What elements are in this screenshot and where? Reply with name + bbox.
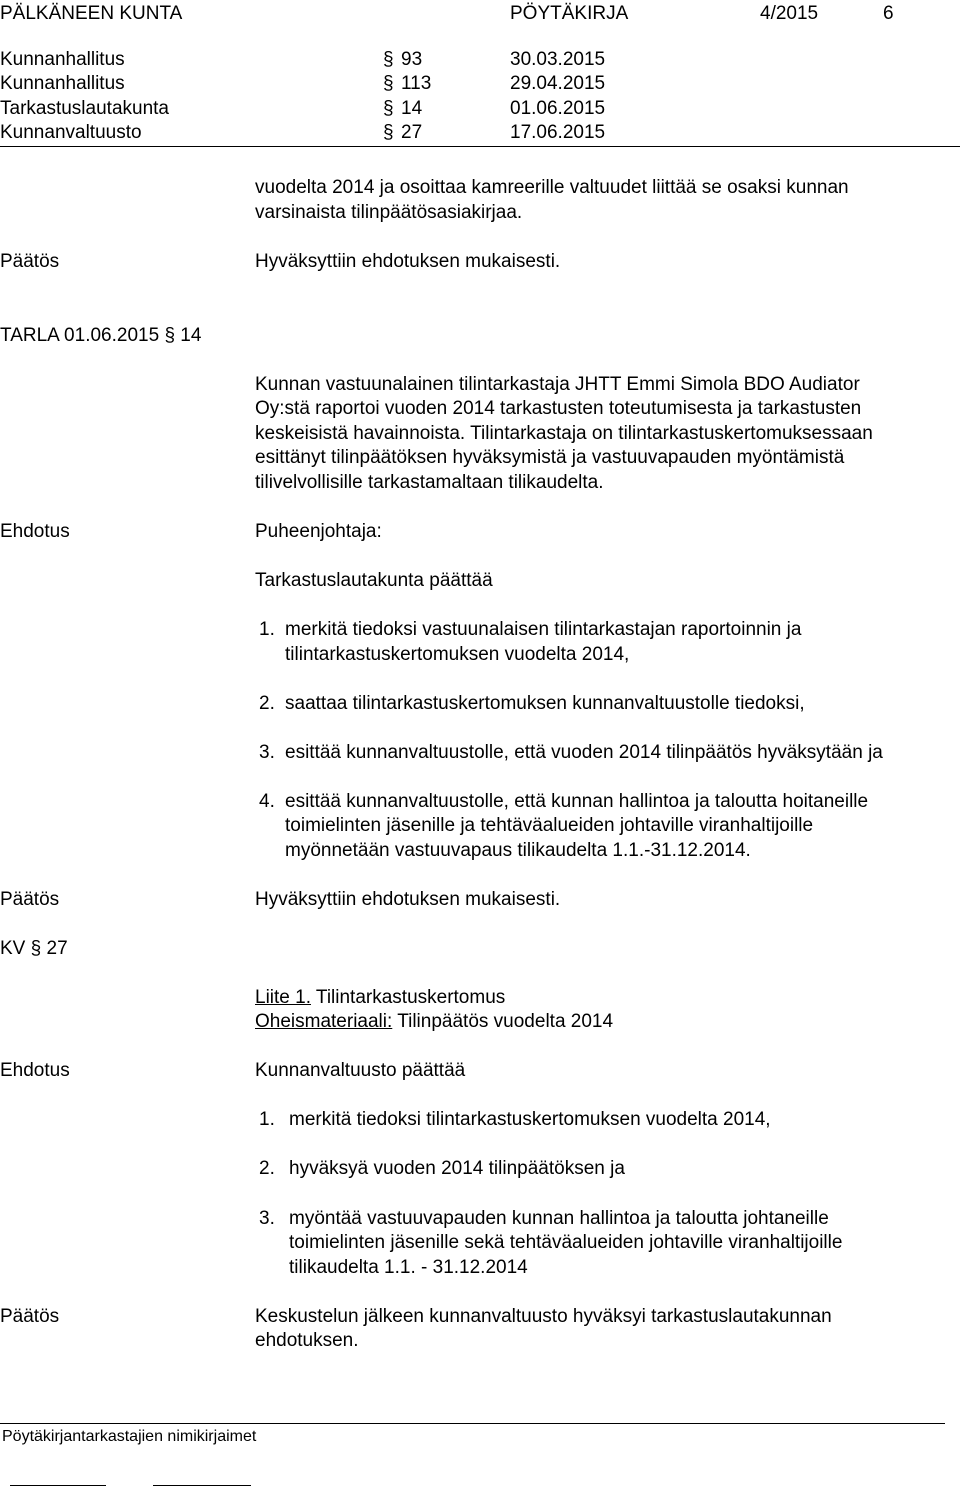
kv-resolves: Kunnanvaltuusto päättää (255, 1060, 466, 1081)
item-line: tilikaudelta 1.1. - 31.12.2014 (289, 1257, 528, 1278)
history-body: Kunnanhallitus (0, 73, 125, 94)
history-body: Kunnanvaltuusto (0, 122, 142, 143)
history-section: 27 (401, 122, 423, 143)
tarla-intro-line: keskeisistä havainnoista. Tilintarkastaja on tilintarkastuskertomuksessaan (255, 423, 873, 444)
signature-line (10, 1485, 106, 1486)
item-line: myönnetään vastuuvapaus tilikaudelta 1.1.-31.12.2014. (285, 840, 751, 861)
section-sign: § (383, 73, 394, 94)
tarla-resolves: Tarkastuslautakunta päättää (255, 570, 493, 591)
item-line: toimielinten jäsenille sekä tehtäväalueiden johtaville viranhaltijoille (289, 1232, 843, 1253)
signatures-label: Pöytäkirjantarkastajien nimikirjaimet (2, 1428, 257, 1445)
item-line: esittää kunnanvaltuustolle, että kunnan hallintoa ja taloutta hoitaneille (285, 791, 869, 812)
kh-decision-text: Hyväksyttiin ehdotuksen mukaisesti. (255, 251, 561, 272)
tarla-heading-number: 14 (180, 325, 202, 346)
document-type: PÖYTÄKIRJA (510, 3, 629, 24)
section-sign: § (383, 49, 394, 70)
item-line: saattaa tilintarkastuskertomuksen kunnanvaltuustolle tiedoksi, (285, 693, 805, 714)
tarla-intro-line: Kunnan vastuunalainen tilintarkastaja JHTT Emmi Simola BDO Audiator (255, 374, 860, 395)
municipality-name: PÄLKÄNEEN KUNTA (0, 3, 183, 24)
kv-decision-line: ehdotuksen. (255, 1330, 359, 1351)
item-number: 1. (259, 619, 275, 640)
history-body: Kunnanhallitus (0, 49, 125, 70)
item-line: tilintarkastuskertomuksen vuodelta 2014, (285, 644, 630, 665)
section-sign: § (164, 325, 176, 346)
kv-proposal-label: Ehdotus (0, 1060, 70, 1081)
tarla-intro-line: tilivelvollisille tarkastamaltaan tilikaudelta. (255, 472, 604, 493)
item-line: merkitä tiedoksi vastuunalaisen tilintarkastajan raportoinnin ja (285, 619, 802, 640)
history-date: 17.06.2015 (510, 122, 606, 143)
tarla-decision-label: Päätös (0, 889, 60, 910)
item-line: hyväksyä vuoden 2014 tilinpäätöksen ja (289, 1158, 625, 1179)
item-number: 3. (259, 1208, 275, 1229)
item-number: 1. (259, 1109, 275, 1130)
signature-line (153, 1485, 251, 1486)
kv-heading (0, 937, 68, 961)
page-number: 6 (883, 3, 894, 24)
kv-decision-line: Keskustelun jälkeen kunnanvaltuusto hyväksyi tarkastuslautakunnan (255, 1306, 832, 1327)
tarla-proposer: Puheenjohtaja: (255, 521, 382, 542)
history-section: 113 (401, 73, 432, 94)
section-sign: § (30, 938, 42, 959)
material-label: Oheismateriaali: (255, 1011, 393, 1032)
kh-continuation-line: varsinaista tilinpäätösasiakirjaa. (255, 202, 523, 223)
item-number: 2. (259, 1158, 275, 1179)
tarla-proposal-label: Ehdotus (0, 521, 70, 542)
item-number: 4. (259, 791, 275, 812)
history-date: 01.06.2015 (510, 98, 606, 119)
kv-heading-prefix: KV (0, 938, 26, 959)
item-line: myöntää vastuuvapauden kunnan hallintoa ja taloutta johtaneille (289, 1208, 829, 1229)
tarla-heading-prefix: TARLA 01.06.2015 (0, 325, 160, 346)
kh-decision-label: Päätös (0, 251, 60, 272)
tarla-heading (0, 324, 201, 348)
tarla-intro-line: Oy:stä raportoi vuoden 2014 tarkastusten toteutumisesta ja tarkastusten (255, 398, 862, 419)
section-sign: § (383, 122, 394, 143)
attachment-text: Tilintarkastuskertomus (310, 987, 506, 1008)
material-text: Tilinpäätös vuodelta 2014 (392, 1011, 614, 1032)
section-sign: § (383, 98, 394, 119)
history-body: Tarkastuslautakunta (0, 98, 169, 119)
history-section: 14 (401, 98, 423, 119)
document-number: 4/2015 (760, 3, 819, 24)
kv-attachment (255, 986, 505, 1010)
item-line: merkitä tiedoksi tilintarkastuskertomuksen vuodelta 2014, (289, 1109, 771, 1130)
item-line: toimielinten jäsenille ja tehtäväalueiden johtaville viranhaltijoille (285, 815, 814, 836)
footer-divider (0, 1423, 945, 1424)
history-date: 30.03.2015 (510, 49, 606, 70)
item-number: 3. (259, 742, 275, 763)
history-section: 93 (401, 49, 423, 70)
kv-heading-number: 27 (46, 938, 68, 959)
header-divider (0, 146, 960, 147)
item-number: 2. (259, 693, 275, 714)
kv-material (255, 1010, 613, 1034)
item-line: esittää kunnanvaltuustolle, että vuoden 2014 tilinpäätös hyväksytään ja (285, 742, 883, 763)
tarla-intro-line: esittänyt tilinpäätöksen hyväksymistä ja vastuuvapauden myöntämistä (255, 447, 845, 468)
kv-decision-label: Päätös (0, 1306, 60, 1327)
history-date: 29.04.2015 (510, 73, 606, 94)
tarla-decision-text: Hyväksyttiin ehdotuksen mukaisesti. (255, 889, 561, 910)
kh-continuation-line: vuodelta 2014 ja osoittaa kamreerille valtuudet liittää se osaksi kunnan (255, 177, 849, 198)
attachment-label: Liite 1. (255, 987, 311, 1008)
